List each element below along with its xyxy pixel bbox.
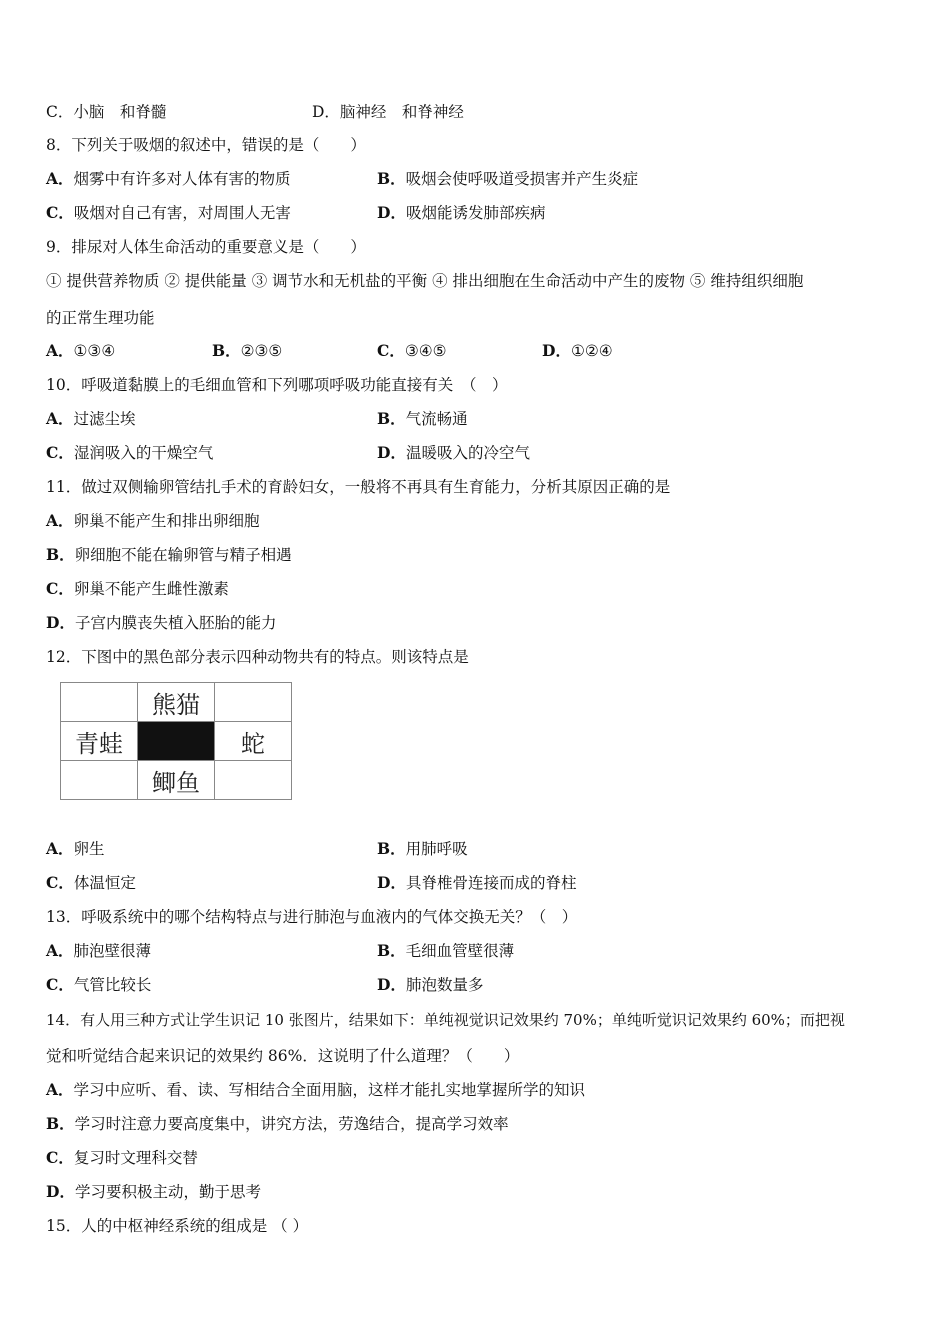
q9-option-b xyxy=(212,341,282,361)
option-label: B． xyxy=(46,1114,75,1133)
grid-shared-feature-cell xyxy=(137,721,215,761)
option-text: 吸烟能诱发肺部疾病 xyxy=(405,204,546,222)
q13-option-b xyxy=(377,941,514,961)
q14-option-c xyxy=(46,1148,198,1168)
option-text: 吸烟对自己有害，对周围人无害 xyxy=(73,204,291,222)
grid-cell-panda: 熊猫 xyxy=(137,682,215,722)
option-label: B． xyxy=(212,341,241,360)
option-label: D． xyxy=(377,873,406,892)
question-15: 15．人的中枢神经系统的组成是 （ ） xyxy=(46,1217,309,1235)
option-text: ①③④ xyxy=(73,342,116,360)
question-11: 11．做过双侧输卵管结扎手术的育龄妇女，一般将不再具有生育能力，分析其原因正确的是 xyxy=(46,478,671,496)
option-text: 学习要积极主动，勤于思考 xyxy=(74,1183,261,1201)
option-label: A． xyxy=(46,839,74,858)
option-label: A． xyxy=(46,341,74,360)
grid-cell-crucian-carp: 鲫鱼 xyxy=(137,760,215,800)
option-text: 过滤尘埃 xyxy=(73,410,136,428)
option-label: B． xyxy=(377,941,406,960)
option-label: A． xyxy=(46,1080,74,1099)
option-label: B． xyxy=(46,545,75,564)
option-label: D． xyxy=(542,341,571,360)
option-label: B． xyxy=(377,409,406,428)
option-text: ②③⑤ xyxy=(240,342,283,360)
q13-option-d xyxy=(377,975,483,995)
q14-option-b xyxy=(46,1114,509,1134)
option-text: 子宫内膜丧失植入胚胎的能力 xyxy=(74,614,277,632)
option-text: ①②④ xyxy=(570,342,613,360)
q11-option-a xyxy=(46,511,260,531)
q9-option-c xyxy=(377,341,447,361)
q9-option-a xyxy=(46,341,115,361)
q9-option-d xyxy=(542,341,613,361)
q7-option-d: D．脑神经 和脊神经 xyxy=(312,103,464,121)
question-14-cont: 觉和听觉结合起来识记的效果约 86%．这说明了什么道理？（ ） xyxy=(46,1047,520,1065)
option-text: 气管比较长 xyxy=(73,976,152,994)
q8-option-c xyxy=(46,203,291,223)
option-label: C． xyxy=(377,341,405,360)
option-text: 学习时注意力要高度集中，讲究方法，劳逸结合，提高学习效率 xyxy=(74,1115,509,1133)
q11-option-c xyxy=(46,579,229,599)
animal-diagram xyxy=(60,682,292,800)
question-9: 9．排尿对人体生命活动的重要意义是（ ） xyxy=(46,238,366,256)
option-text: 具脊椎骨连接而成的脊柱 xyxy=(405,874,577,892)
question-13: 13．呼吸系统中的哪个结构特点与进行肺泡与血液内的气体交换无关？（ ） xyxy=(46,908,578,926)
option-text: 卵生 xyxy=(73,840,105,858)
grid-empty-cell xyxy=(60,760,138,800)
question-8: 8．下列关于吸烟的叙述中，错误的是（ ） xyxy=(46,136,366,154)
grid-cell-snake: 蛇 xyxy=(214,721,292,761)
q8-option-a xyxy=(46,169,291,189)
option-label: C． xyxy=(46,975,74,994)
option-text: 毛细血管壁很薄 xyxy=(405,942,515,960)
question-12: 12．下图中的黑色部分表示四种动物共有的特点。则该特点是 xyxy=(46,648,469,666)
option-label: B． xyxy=(377,839,406,858)
option-label: C． xyxy=(46,443,74,462)
option-text: 卵巢不能产生和排出卵细胞 xyxy=(73,512,260,530)
q8-option-d xyxy=(377,203,545,223)
option-text: ③④⑤ xyxy=(404,342,447,360)
option-label: A． xyxy=(46,511,74,530)
option-label: C． xyxy=(46,873,74,892)
q13-option-a xyxy=(46,941,151,961)
q8-option-b xyxy=(377,169,638,189)
option-text: 体温恒定 xyxy=(73,874,136,892)
grid-cell-frog: 青蛙 xyxy=(60,721,138,761)
option-label: D． xyxy=(46,1182,75,1201)
option-label: A． xyxy=(46,941,74,960)
option-label: A． xyxy=(46,169,74,188)
grid-empty-cell xyxy=(214,760,292,800)
grid-empty-cell xyxy=(214,682,292,722)
option-text: 复习时文理科交替 xyxy=(73,1149,198,1167)
q12-option-d xyxy=(377,873,576,893)
q14-option-d xyxy=(46,1182,261,1202)
option-text: 卵细胞不能在输卵管与精子相遇 xyxy=(74,546,292,564)
q11-option-d xyxy=(46,613,276,633)
option-text: 肺泡数量多 xyxy=(405,976,484,994)
option-text: 用肺呼吸 xyxy=(405,840,468,858)
question-9-statements: ① 提供营养物质 ② 提供能量 ③ 调节水和无机盐的平衡 ④ 排出细胞在生命活动中产生的废物 ⑤ 维持组织细胞 xyxy=(46,272,804,290)
option-label: D． xyxy=(377,203,406,222)
option-text: 烟雾中有许多对人体有害的物质 xyxy=(73,170,291,188)
question-10: 10．呼吸道黏膜上的毛细血管和下列哪项呼吸功能直接有关 （ ） xyxy=(46,376,508,394)
option-label: C． xyxy=(46,1148,74,1167)
q14-option-a xyxy=(46,1080,585,1100)
option-label: A． xyxy=(46,409,74,428)
option-label: C． xyxy=(46,579,74,598)
grid-empty-cell xyxy=(60,682,138,722)
q10-option-d xyxy=(377,443,530,463)
option-text: 卵巢不能产生雌性激素 xyxy=(73,580,229,598)
q12-option-b xyxy=(377,839,468,859)
q13-option-c xyxy=(46,975,151,995)
q11-option-b xyxy=(46,545,292,565)
option-label: D． xyxy=(377,443,406,462)
q10-option-b xyxy=(377,409,468,429)
option-text: 学习中应听、看、读、写相结合全面用脑，这样才能扎实地掌握所学的知识 xyxy=(73,1081,586,1099)
q10-option-a xyxy=(46,409,136,429)
option-text: 吸烟会使呼吸道受损害并产生炎症 xyxy=(405,170,639,188)
option-label: C． xyxy=(46,203,74,222)
option-text: 湿润吸入的干燥空气 xyxy=(73,444,214,462)
option-text: 气流畅通 xyxy=(405,410,468,428)
option-label: D． xyxy=(46,613,75,632)
q12-option-c xyxy=(46,873,136,893)
q12-option-a xyxy=(46,839,105,859)
question-14: 14．有人用三种方式让学生识记 10 张图片，结果如下：单纯视觉识记效果约 70%；单纯听觉识记效果约 60%；而把视 xyxy=(46,1011,845,1029)
question-9-statements-cont: 的正常生理功能 xyxy=(46,309,155,327)
option-text: 温暖吸入的冷空气 xyxy=(405,444,530,462)
q10-option-c xyxy=(46,443,213,463)
option-text: 肺泡壁很薄 xyxy=(73,942,152,960)
option-label: D． xyxy=(377,975,406,994)
q7-option-c: C．小脑 和脊髓 xyxy=(46,103,167,121)
option-label: B． xyxy=(377,169,406,188)
